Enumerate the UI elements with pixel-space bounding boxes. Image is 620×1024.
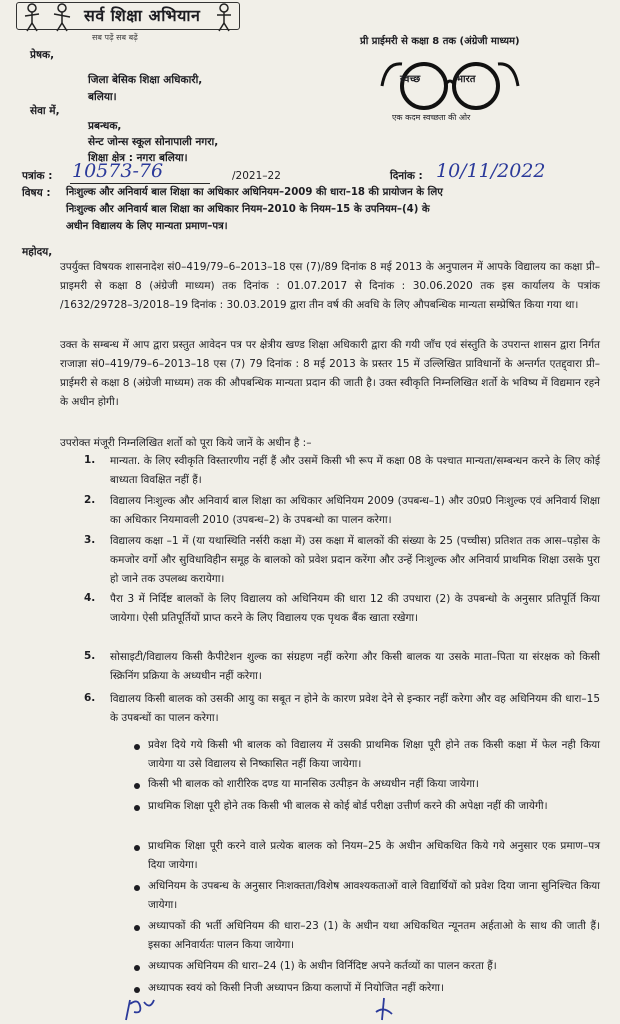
school-level-heading: प्री प्राईमरी से कक्षा 8 तक (अंग्रेजी माध्यम)	[360, 36, 520, 47]
condition-text: पैरा 3 में निर्दिष्ट बालकों के लिए विद्यालय को अधिनियम की धारा 12 की उपधारा (2) के उपबन्धो के अनुसार प्रतिपूर्ति किया जायेगा। ऐसी प्रतिपूर्तियों प्राप्त करने के लिए विद्यालय एक पृथक बैंक खाता रखेगा।	[110, 593, 600, 624]
handwritten-initial-signature	[370, 996, 400, 1022]
condition-text: विद्यालय कक्षा –1 में (या यथास्थिति नर्सरी कक्षा में) उस कक्षा में बालकों की संख्या के 25 (पच्चीस) प्रतिशत तक आस–पड़ोस के कमजोर वर्गो और सुविधाविहीन समूह के बालको को प्रवेश प्रदान करेंगा और उन्हें निःशुल्क और अनिवार्य प्राथमिक शिक्षा उसके पुरा हो जाने तक उपलब्ध करायेगा।	[110, 535, 600, 585]
condition-number: 2.	[84, 494, 96, 506]
bullet-icon	[134, 845, 140, 851]
bullet-text: अधिनियम के उपबन्ध के अनुसार निःशक्तता/विशेष आवश्यकताओं वाले विद्यार्थियों को प्रवेश दिया जाना सुनिश्चित किया जायेगा।	[148, 880, 600, 911]
bullet-text: प्रवेश दिये गये किसी भी बालक को विद्यालय में उसकी प्राथमिक शिक्षा पूरी होने तक किसी कक्षा में फेल नही किया जायेगा या उसे विद्यालय से निष्कासित नहीं किया जायेगा।	[148, 739, 600, 770]
condition-number: 6.	[84, 692, 96, 704]
condition-number: 4.	[84, 592, 96, 604]
condition-text: सोसाइटी/विद्यालय किसी कैपीटेशन शुल्क का संग्रहण नहीं करेगा और किसी बालक या उसके माता–पिता या संरक्षक को किसी स्क्रिनिंग प्रक्रिया के अध्यधीन नहीं करेगा।	[110, 651, 600, 682]
condition-text: विद्यालय निःशुल्क और अनिवार्य बाल शिक्षा का अधिकार अधिनियम 2009 (उपबन्ध–1) और उ0प्र0 निःशुल्क एवं अनिवार्य शिक्षा का अधिकार नियमावली 2010 (उपबन्ध–2) के उपबन्धो का पालन करेगा।	[110, 495, 600, 526]
bullet-text: अध्यापकों की भर्ती अधिनियम की धारा–23 (1) के अधीन यथा अधिकथित न्यूनतम अर्हताओ के साथ की जाती हैं। इसका अनिवार्यतः पालन किया जायेगा।	[148, 920, 600, 951]
bullet-icon	[134, 744, 140, 750]
paragraph-3: उपरोक्त मंजूरी निम्नलिखित शर्तो को पूरा किये जानें के अधीन है :–	[60, 437, 312, 449]
subject-line: अधीन विद्यालय के लिए मान्यता प्रमाण–पत्र।	[66, 221, 228, 232]
condition-number: 1.	[84, 454, 96, 466]
from-line: बलिया।	[88, 91, 117, 103]
session-year: /2021–22	[232, 170, 281, 182]
bullet-text: अध्यापक स्वयं को किसी निजी अध्यापन क्रिया कलापों में नियोजित नहीं करेगा।	[148, 982, 444, 994]
bharat-word: भारत	[456, 74, 476, 85]
bullet-text: प्राथमिक शिक्षा पूरी होने तक किसी भी बालक से कोई बोर्ड परीक्षा उत्तीर्ण करने की अपेक्षा नहीं की जायेगी।	[148, 800, 548, 812]
child-figure-icon	[22, 2, 42, 32]
bullet-icon	[134, 987, 140, 993]
patrank-number-handwritten: 10573-76	[72, 160, 164, 182]
condition-text: मान्यता. के लिए स्वीकृति विस्तारणीय नहीं हैं और उसमें किसी भी रूप में कक्षा 08 के पश्चात मान्यता/सम्बन्धन करने के लिए कोई बाध्यता विवक्षित नहीं हैं।	[110, 455, 600, 486]
patrank-label: पत्रांक :	[22, 170, 53, 182]
child-figure-icon	[214, 2, 234, 32]
swachh-word: स्वच्छ	[400, 74, 421, 85]
paragraph-1: उपर्युक्त विषयक शासनादेश सं0–419/79–6–2013–18 एस (7)/89 दिनांक 8 मई 2013 के अनुपालन में आपके विद्यालय का कक्षा प्री–प्राइमरी से कक्षा 8 (अंग्रेजी माध्यम) तक दिनांक : 01.07.2017 से दिनांक : 30.06.2020 तक इस कार्यालय के पत्रांक /1632/29728–3/2018–19 दिनांक : 30.03.2019 द्वारा तीन वर्ष की अवधि के लिए औपबन्धिक मान्यता सम्प्रेषित किया गया था।	[60, 261, 600, 311]
child-figure-icon	[52, 2, 72, 32]
to-line: शिक्षा क्षेत्र : नगरा बलिया।	[88, 152, 188, 164]
bullet-text: अध्यापक अधिनियम की धारा–24 (1) के अधीन विर्निदिष्ट अपने कर्तव्यों का पालन करता हैं।	[148, 960, 497, 972]
date-label: दिनांक :	[390, 170, 423, 182]
salutation: महोदय,	[22, 246, 53, 258]
to-label: सेवा में,	[30, 105, 60, 117]
bullet-text: प्राथमिक शिक्षा पूरी करने वाले प्रत्येक बालक को नियम–25 के अधीन अधिकथित किये गये अनुसार एक प्रमाण–पत्र दिया जायेगा।	[148, 840, 600, 871]
subject-line: निःशुल्क और अनिवार्य बाल शिक्षा का अधिकार नियम–2010 के नियम–15 के उपनियम–(4) के	[66, 204, 430, 215]
handwritten-initial-signature	[120, 996, 160, 1022]
to-line: प्रबन्धक,	[88, 120, 122, 132]
bullet-icon	[134, 965, 140, 971]
patrank-underline	[70, 183, 210, 184]
condition-number: 3.	[84, 534, 96, 546]
bullet-text: किसी भी बालक को शारीरिक दण्ड या मानसिक उत्पीड़न के अध्यधीन नहीं किया जायेगा।	[148, 778, 479, 790]
swachh-tagline: एक कदम स्वच्छता की ओर	[392, 113, 471, 122]
to-line: सेन्ट जोन्स स्कूल सोनापाली नगरा,	[88, 136, 219, 148]
date-handwritten: 10/11/2022	[436, 160, 546, 182]
subject-label: विषय :	[22, 187, 51, 199]
bullet-icon	[134, 783, 140, 789]
paragraph-2: उक्त के सम्बन्ध में आप द्वारा प्रस्तुत आवेदन पत्र पर क्षेत्रीय खण्ड शिक्षा अधिकारी द्वारा की गयी जाँच एवं संस्तुति के उपरान्त शासन द्वारा निर्गत राजाज्ञा सं0–419/79–6–2013–18 एस (7) 79 दिनांक : 8 मई 2013 के प्रस्तर 15 में उल्लिखित प्राविधानों के अन्तर्गत एतद्द्वारा प्री–प्राईमरी से कक्षा 8 (अंग्रेजी माध्यम) तक की औपबन्धिक मान्यता प्रदान की जाती है। उक्त स्वीकृति निम्नलिखित शर्तो के भविष्य में विद्यमान रहने के अधीन होगी।	[60, 339, 600, 408]
bullet-icon	[134, 925, 140, 931]
condition-text: विद्यालय किसी बालक को उसकी आयु का सबूत न होने के कारण प्रवेश देने से इन्कार नहीं करेगा और वह अधिनियम की धारा–15 के उपबन्धों का पालन करेगा।	[110, 693, 600, 724]
logo-title: सर्व शिक्षा अभियान	[84, 6, 201, 25]
subject-line: निःशुल्क और अनिवार्य बाल शिक्षा का अधिकार अधिनियम–2009 की धारा–18 की प्रायोजन के लिए	[66, 187, 443, 198]
bullet-icon	[134, 805, 140, 811]
logo-tagline: सब पढ़ें सब बढ़ें	[92, 33, 138, 42]
from-label: प्रेषक,	[30, 49, 55, 61]
from-line: जिला बेसिक शिक्षा अधिकारी,	[88, 74, 203, 86]
bullet-icon	[134, 885, 140, 891]
condition-number: 5.	[84, 650, 96, 662]
